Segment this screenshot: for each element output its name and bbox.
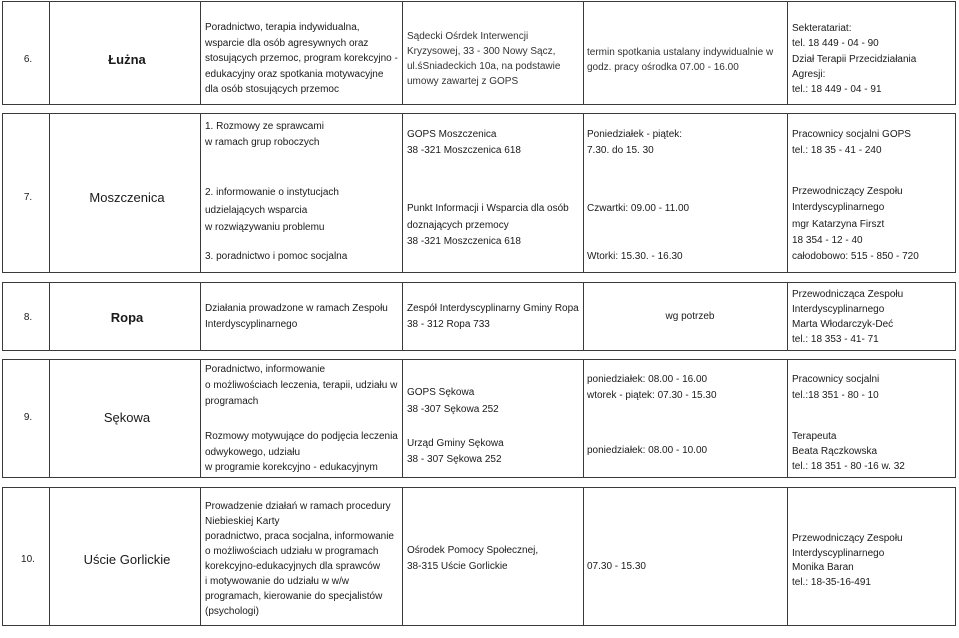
opening-hours: poniedziałek: 08.00 - 16.00 wtorek - piątek: 07.30 - 15.30 [587, 374, 717, 401]
institution-address: Ośrodek Pomocy Społecznej, 38-315 Uście Gorlickie [407, 545, 539, 572]
column-divider [787, 359, 788, 478]
institution-address: GOPS Sękowa 38 -307 Sękowa 252 [407, 387, 499, 415]
municipality-name: Moszczenica [89, 190, 165, 205]
support-services: 2. informowanie o instytucjach udzielających wsparcia w rozwiązywaniu problemu [205, 187, 339, 233]
municipality-name: Łużna [108, 52, 146, 67]
opening-hours: Poniedziałek - piątek: 7.30. do 15. 30 [587, 129, 683, 156]
table-row [2, 1, 956, 105]
institution-address: GOPS Moszczenica 38 -321 Moszczenica 618 [407, 129, 521, 156]
column-divider [583, 113, 584, 273]
column-divider [583, 359, 584, 478]
opening-hours: termin spotkania ustalany indywidualnie w godz. pracy ośrodka 07.00 - 16.00 [587, 47, 774, 73]
contact-info: Pracownicy socjalni tel.:18 351 - 80 - 10 [792, 374, 880, 401]
row-number: 8. [23, 312, 33, 323]
municipality-name: Ropa [110, 310, 144, 325]
contact-info: Przewodnicząca Zespołu Interdyscyplinarnego Marta Włodarczyk-Deć tel.: 18 353 - 41- 71 [792, 289, 904, 345]
institution-address: Zespół Interdyscyplinarny Gminy Ropa 38 - 312 Ropa 733 [407, 303, 579, 330]
institution-address: Punkt Informacji i Wsparcia dla osób doznających przemocy 38 -321 Moszczenica 618 [407, 203, 569, 247]
municipality-name: Uście Gorlickie [83, 552, 171, 567]
contact-info: Sekteratariat: tel. 18 449 - 04 - 90 Dział Terapii Przecidziałania Agresji: tel.: 18 449 - 04 - 91 [792, 23, 917, 96]
contact-info: Przewodniczący Zespołu Interdyscyplinarnego mgr Katarzyna Firszt 18 354 - 12 - 40 całodobowo: 515 - 850 - 720 [792, 186, 919, 263]
column-divider [787, 1, 788, 105]
table-row [2, 487, 956, 626]
contact-info: Pracownicy socjalni GOPS tel.: 18 35 - 41 - 240 [792, 129, 911, 156]
opening-hours: wg potrzeb [665, 311, 715, 322]
column-divider [402, 282, 403, 351]
support-services: 1. Rozmowy ze sprawcami w ramach grup roboczych [205, 121, 324, 148]
column-divider [583, 282, 584, 351]
opening-hours: 07.30 - 15.30 [587, 561, 646, 572]
column-divider [402, 113, 403, 273]
opening-hours: Wtorki: 15.30. - 16.30 [587, 251, 683, 262]
column-divider [787, 487, 788, 626]
support-services: Działania prowadzone w ramach Zespołu Interdyscyplinarnego [205, 303, 388, 330]
column-divider [402, 1, 403, 105]
column-divider [402, 487, 403, 626]
table-row [2, 359, 956, 478]
municipality-name: Sękowa [103, 410, 151, 425]
column-divider [583, 1, 584, 105]
column-divider [402, 359, 403, 478]
institution-address: Sądecki Ośrdek Interwencji Kryzysowej, 33 - 300 Nowy Sącz, ul.śSniadeckich 10a, na podstawie umowy zawartej z GOPS [407, 31, 561, 87]
column-divider [787, 113, 788, 273]
support-services: Poradnictwo, terapia indywidualna, wsparcie dla osób agresywnych oraz stosujących przemoc, program korekcyjno - edukacyjny oraz spotkania motywacyjne dla osób stosujących przemoc [205, 22, 398, 95]
contact-info: Terapeuta Beata Rączkowska tel.: 18 351 - 80 -16 w. 32 [792, 431, 905, 472]
support-services: Prowadzenie działań w ramach procedury Niebieskiej Karty poradnictwo, praca socjalna, informowanie o możliwościach udziału w programach korekcyjno-edukacyjnych dla sprawców i motywowanie do udziału w w/w programach, kierowanie do specjalistów (psychologi) [205, 501, 394, 617]
support-services: Rozmowy motywujące do podjęcia leczenia odwykowego, udziału w programie korekcyjno - edukacyjnym [205, 431, 398, 473]
column-divider [583, 487, 584, 626]
opening-hours: poniedziałek: 08.00 - 10.00 [587, 445, 708, 456]
institution-address: Urząd Gminy Sękowa 38 - 307 Sękowa 252 [407, 438, 504, 465]
table-row [2, 113, 956, 273]
support-services: Poradnictwo, informowanie o możliwościach leczenia, terapii, udziału w programach [205, 364, 398, 407]
row-number: 6. [23, 54, 33, 65]
row-number: 9. [23, 412, 33, 423]
contact-info: Przewodniczący Zespołu Interdyscyplinarnego Monika Baran tel.: 18-35-16-491 [792, 533, 903, 588]
row-number: 7. [23, 192, 33, 203]
row-number: 10. [21, 554, 35, 565]
opening-hours: Czwartki: 09.00 - 11.00 [587, 203, 690, 214]
support-services: 3. poradnictwo i pomoc socjalna [205, 251, 348, 262]
table-row [2, 282, 956, 351]
